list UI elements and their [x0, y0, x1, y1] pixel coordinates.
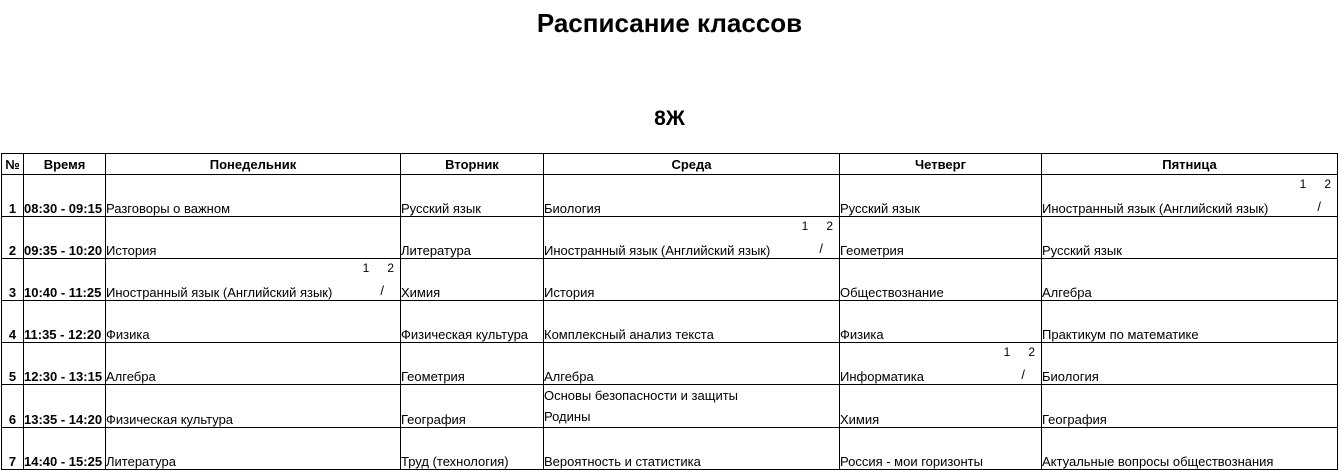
subject-cell	[840, 217, 1042, 259]
header-tuesday: Вторник	[401, 154, 544, 175]
subject-cell	[840, 175, 1042, 217]
lesson-number: 4	[2, 301, 24, 343]
subject-cell	[544, 343, 840, 385]
subject-cell	[544, 301, 840, 343]
subject-friday: Русский язык	[1042, 243, 1122, 258]
lesson-number: 5	[2, 343, 24, 385]
table-row	[2, 259, 1338, 301]
subject-cell	[106, 385, 401, 428]
subject-cell	[106, 175, 401, 217]
lesson-number: 7	[2, 428, 24, 470]
lesson-number: 3	[2, 259, 24, 301]
subject-friday: Актуальные вопросы обществознания	[1042, 454, 1274, 469]
subject-thursday: Обществознание	[840, 285, 944, 300]
subject-friday: Биология	[1042, 369, 1099, 384]
subject-cell	[106, 428, 401, 470]
group-2-marker: 2	[826, 219, 833, 233]
subject-monday: Физическая культура	[106, 412, 234, 427]
subject-cell-split	[1042, 175, 1338, 217]
header-num: №	[2, 154, 24, 175]
subject-cell	[401, 301, 544, 343]
subject-cell	[544, 259, 840, 301]
subject-cell	[401, 175, 544, 217]
subject-tuesday: Труд (технология)	[401, 454, 509, 469]
lesson-time: 12:30 - 13:15	[24, 343, 106, 385]
subject-cell	[544, 428, 840, 470]
subject-wednesday: Комплексный анализ текста	[544, 327, 714, 342]
header-row	[2, 154, 1338, 175]
lesson-number: 2	[2, 217, 24, 259]
subject-cell	[106, 343, 401, 385]
subject-cell-split	[106, 259, 401, 301]
subject-monday: Разговоры о важном	[106, 201, 231, 216]
table-row	[2, 217, 1338, 259]
lesson-time: 08:30 - 09:15	[24, 175, 106, 217]
subject-tuesday: Геометрия	[401, 369, 465, 384]
subject-cell	[840, 301, 1042, 343]
header-time: Время	[24, 154, 106, 175]
lesson-time: 14:40 - 15:25	[24, 428, 106, 470]
header-thursday: Четверг	[840, 154, 1042, 175]
subject-cell	[401, 343, 544, 385]
group-1-marker: 1	[801, 219, 809, 233]
group-markers	[1282, 177, 1331, 191]
group-markers	[784, 219, 833, 233]
table-row	[2, 343, 1338, 385]
class-name: 8Ж	[654, 107, 685, 130]
schedule-table	[1, 153, 1338, 470]
lesson-time: 13:35 - 14:20	[24, 385, 106, 428]
subject-monday: Алгебра	[106, 369, 156, 384]
subject-cell	[401, 385, 544, 428]
subject-friday: География	[1042, 412, 1107, 427]
subject-cell	[401, 428, 544, 470]
group-slash: /	[380, 283, 384, 298]
subject-friday: Иностранный язык (Английский язык)	[1042, 201, 1269, 216]
table-row	[2, 428, 1338, 470]
subject-wednesday: Основы безопасности и защиты Родины	[544, 388, 738, 424]
subject-cell	[401, 217, 544, 259]
subject-monday: Литература	[106, 454, 176, 469]
subject-thursday: Физика	[840, 327, 884, 342]
subject-tuesday: Русский язык	[401, 201, 481, 216]
subject-wednesday: История	[544, 285, 595, 300]
subject-cell	[106, 217, 401, 259]
header-friday: Пятница	[1042, 154, 1338, 175]
group-slash: /	[1021, 367, 1025, 382]
subject-monday: Физика	[106, 327, 150, 342]
subject-cell	[1042, 385, 1338, 428]
subject-thursday: Русский язык	[840, 201, 920, 216]
subject-cell	[840, 428, 1042, 470]
lesson-time: 10:40 - 11:25	[24, 259, 106, 301]
subject-cell	[1042, 343, 1338, 385]
subject-cell	[840, 259, 1042, 301]
subject-thursday: Геометрия	[840, 243, 904, 258]
subject-tuesday: География	[401, 412, 466, 427]
subject-cell	[544, 175, 840, 217]
lesson-number: 1	[2, 175, 24, 217]
subject-thursday: Химия	[840, 412, 880, 427]
group-slash: /	[1317, 199, 1321, 214]
subject-tuesday: Физическая культура	[401, 327, 529, 342]
subject-wednesday: Алгебра	[544, 369, 594, 384]
group-1-marker: 1	[362, 261, 370, 275]
lesson-time: 11:35 - 12:20	[24, 301, 106, 343]
subject-wednesday: Иностранный язык (Английский язык)	[544, 243, 771, 258]
subject-tuesday: Литература	[401, 243, 471, 258]
subject-cell-split	[840, 343, 1042, 385]
subject-thursday: Информатика	[840, 369, 924, 384]
group-slash: /	[819, 241, 823, 256]
subject-cell-split	[544, 217, 840, 259]
table-row	[2, 301, 1338, 343]
subject-tuesday: Химия	[401, 285, 441, 300]
subject-wednesday: Биология	[544, 201, 601, 216]
subject-cell	[1042, 217, 1338, 259]
group-2-marker: 2	[1028, 345, 1035, 359]
subject-wednesday: Вероятность и статистика	[544, 454, 701, 469]
group-2-marker: 2	[1324, 177, 1331, 191]
page-title: Расписание классов	[536, 8, 803, 38]
group-2-marker: 2	[387, 261, 394, 275]
group-markers	[986, 345, 1035, 359]
subject-cell	[1042, 259, 1338, 301]
subject-cell	[544, 385, 840, 428]
table-row	[2, 175, 1338, 217]
subject-friday: Алгебра	[1042, 285, 1092, 300]
group-markers	[345, 261, 394, 275]
subject-cell	[106, 301, 401, 343]
header-monday: Понедельник	[106, 154, 401, 175]
subject-cell	[401, 259, 544, 301]
subject-monday: История	[106, 243, 157, 258]
subject-monday: Иностранный язык (Английский язык)	[106, 285, 333, 300]
group-1-marker: 1	[1003, 345, 1011, 359]
group-1-marker: 1	[1299, 177, 1307, 191]
lesson-number: 6	[2, 385, 24, 428]
subject-cell	[1042, 301, 1338, 343]
subject-thursday: Россия - мои горизонты	[840, 454, 983, 469]
subject-cell	[840, 385, 1042, 428]
subject-cell	[1042, 428, 1338, 470]
table-row	[2, 385, 1338, 428]
subject-friday: Практикум по математике	[1042, 327, 1199, 342]
lesson-time: 09:35 - 10:20	[24, 217, 106, 259]
header-wednesday: Среда	[544, 154, 840, 175]
